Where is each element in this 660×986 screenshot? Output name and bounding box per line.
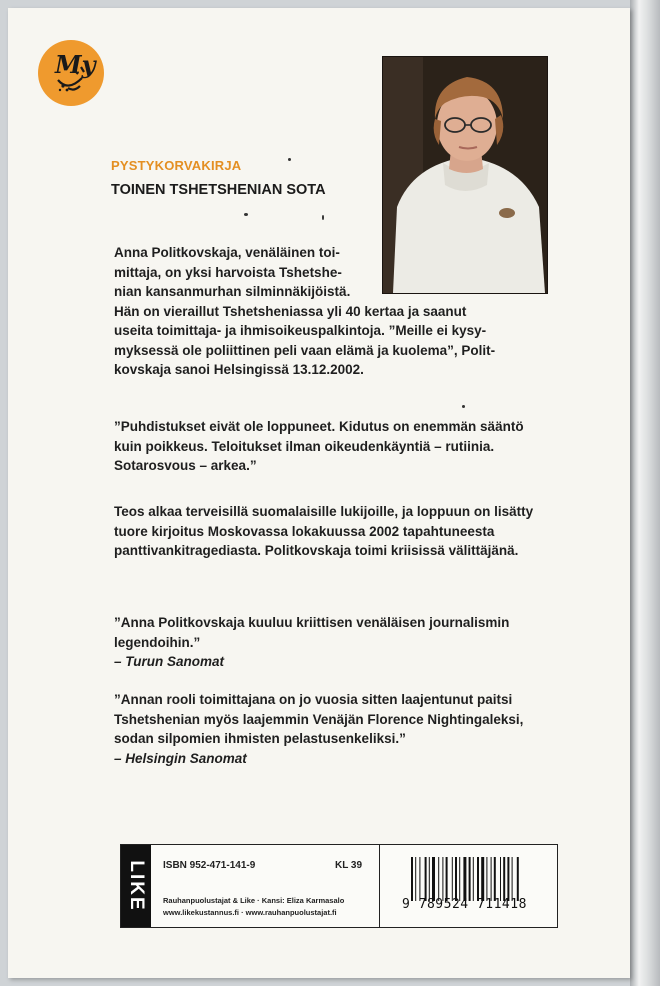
quote-paragraph: ”Puhdistukset eivät ole loppuneet. Kidutus on enemmän sääntö kuin poikkeus. Teloitukset ilman oikeudenkäyntiä – rutiinia. Sotarosvous – arkea.” [114,419,524,473]
intro-line: Anna Politkovskaja, venäläinen toi- [114,245,340,260]
intro-paragraph [114,243,554,380]
intro-line: myksessä ole poliittinen peli vaan elämä ja kuolema”, Polit- [114,342,496,358]
box-divider [379,845,380,927]
series-label: PYSTYKORVAKIRJA [111,158,242,173]
print-speck [288,158,291,161]
publisher-info-box [120,844,558,928]
publisher-websites: www.likekustannus.fi · www.rauhanpuolustajat.fi [163,908,337,917]
review-helsingin-sanomat [114,690,554,768]
publisher-names: Rauhanpuolustajat & Like · Kansi: Eliza Karmasalo [163,896,345,905]
barcode-number: 9 789524 711418 [402,897,527,912]
intro-line: kovskaja sanoi Helsingissä 13.12.2002. [114,362,364,377]
review-text: ”Annan rooli toimittajana on jo vuosia sitten laajentunut paitsi Tshetshenian myös laajemmin Venäjän Florence Nightingaleksi, sodan silpomien ihmisten pelastusenkeliksi.” [114,692,524,746]
book-spine [630,0,660,986]
book-back-cover [8,8,630,978]
my-logo-icon [38,40,104,106]
publisher-logo [38,40,104,106]
intro-line: Hän on vieraillut Tshetsheniassa yli 40 kertaa ja saanut [114,303,467,319]
barcode-icon [411,857,541,901]
svg-text:My: My [55,50,96,79]
kl-label: KL 39 [335,860,363,871]
print-speck [322,215,324,220]
book-title: TOINEN TSHETSHENIAN SOTA [111,182,326,198]
print-speck [462,405,465,408]
intro-line: useita toimittaja- ja ihmisoikeuspalkintoja. ”Meille ei kysy- [114,323,487,338]
review-source: – Turun Sanomat [114,654,225,669]
publisher-credits [163,895,344,919]
like-brand-strip [121,845,151,927]
review-text: ”Anna Politkovskaja kuuluu kriittisen venäläisen journalismin legendoihin.” [114,615,510,650]
intro-line: nian kansanmurhan silminnäkijöistä. [114,284,351,299]
description-paragraph: Teos alkaa terveisillä suomalaisille lukijoille, ja loppuun on lisätty tuore kirjoitus Moskovassa lokakuussa 2002 tapahtuneesta panttivankitragediasta. Politkovskaja toimi kriisissä välittäjänä. [114,504,534,558]
intro-line: mittaja, on yksi harvoista Tshetshe- [114,264,342,280]
isbn-label: ISBN 952-471-141-9 [163,860,256,871]
like-brand-label: LIKE [126,860,147,912]
review-source: – Helsingin Sanomat [114,750,247,766]
print-speck [244,213,248,216]
review-turun-sanomat [114,613,554,672]
